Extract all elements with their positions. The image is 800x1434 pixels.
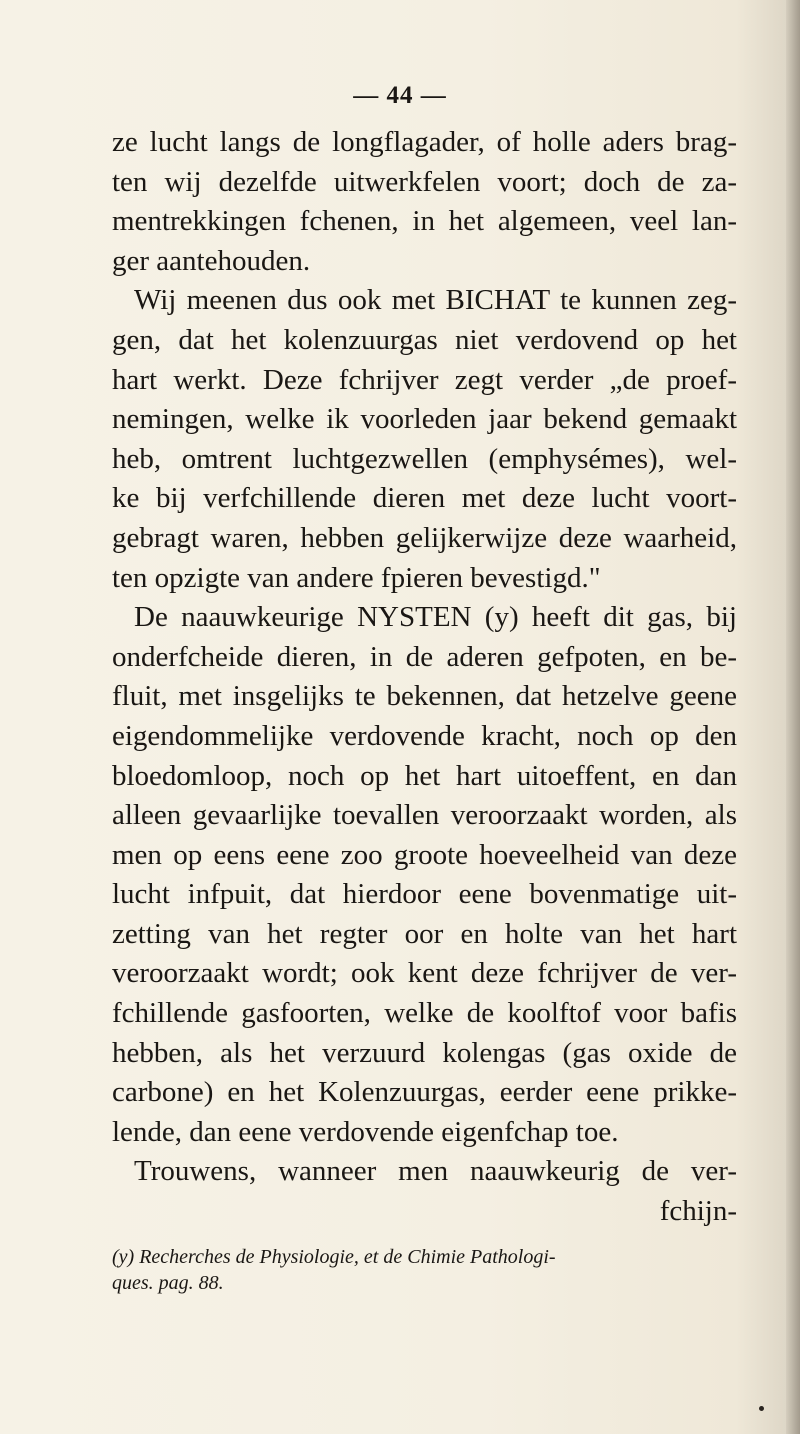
- page-edge-shadow: [786, 0, 800, 1434]
- ink-dot: [759, 1406, 764, 1411]
- text-line: gen, dat het kolenzuurgas niet verdovend op het: [112, 323, 737, 356]
- text-line: nemingen, welke ik voorleden jaar bekend gemaakt: [112, 403, 737, 436]
- text-line: gebragt waren, hebben gelijkerwijze deze waarheid,: [112, 521, 737, 554]
- text-line: hart werkt. Deze fchrijver zegt verder „de proef-: [112, 363, 737, 396]
- text-line: Trouwens, wanneer men naauwkeurig de ver-: [134, 1155, 737, 1188]
- text-line: onderfcheide dieren, in de aderen gefpoten, en be-: [112, 640, 737, 673]
- footnote-line: (y) Recherches de Physiologie, et de Chimie Pathologi-: [112, 1246, 556, 1268]
- page-number-header: — 44 —: [353, 82, 447, 109]
- text-line: lende, dan eene verdovende eigenfchap toe.: [112, 1115, 619, 1148]
- footnote-line: ques. pag. 88.: [112, 1272, 224, 1294]
- text-line: hebben, als het verzuurd kolengas (gas oxide de: [112, 1036, 737, 1069]
- catchword: fchijn-: [659, 1195, 737, 1228]
- text-line: bloedomloop, noch op het hart uitoeffent, en dan: [112, 759, 737, 792]
- text-line: fchillende gasfoorten, welke de koolftof voor bafis: [112, 997, 737, 1030]
- text-line: ten opzigte van andere fpieren bevestigd.": [112, 561, 601, 594]
- text-line: ze lucht langs de longflagader, of holle aders brag-: [112, 126, 737, 158]
- text-line: eigendommelijke verdovende kracht, noch op den: [112, 719, 737, 752]
- text-line: Wij meenen dus ook met BICHAT te kunnen zeg-: [134, 284, 737, 317]
- text-line: men op eens eene zoo groote hoeveelheid van deze: [112, 838, 737, 871]
- text-line: zetting van het regter oor en holte van het hart: [112, 917, 737, 950]
- text-line: veroorzaakt wordt; ook kent deze fchrijver de ver-: [112, 957, 737, 990]
- text-line: lucht infpuit, dat hierdoor eene bovenmatige uit-: [112, 878, 737, 911]
- text-line: De naauwkeurige NYSTEN (y) heeft dit gas, bij: [134, 601, 737, 634]
- text-line: fluit, met insgelijks te bekennen, dat hetzelve geene: [112, 680, 737, 713]
- text-line: carbone) en het Kolenzuurgas, eerder eene prikke-: [112, 1076, 737, 1109]
- text-line: ger aantehouden.: [112, 244, 311, 277]
- body-text: [112, 123, 737, 1232]
- text-line: alleen gevaarlijke toevallen veroorzaakt worden, als: [112, 799, 737, 832]
- text-line: heb, omtrent luchtgezwellen (emphysémes), wel-: [112, 442, 737, 475]
- text-line: ke bij verfchillende dieren met deze lucht voort-: [112, 482, 737, 515]
- footnote: [112, 1244, 737, 1296]
- text-line: mentrekkingen fchenen, in het algemeen, veel lan-: [112, 205, 737, 238]
- text-line: ten wij dezelfde uitwerkfelen voort; doch de za-: [112, 165, 737, 198]
